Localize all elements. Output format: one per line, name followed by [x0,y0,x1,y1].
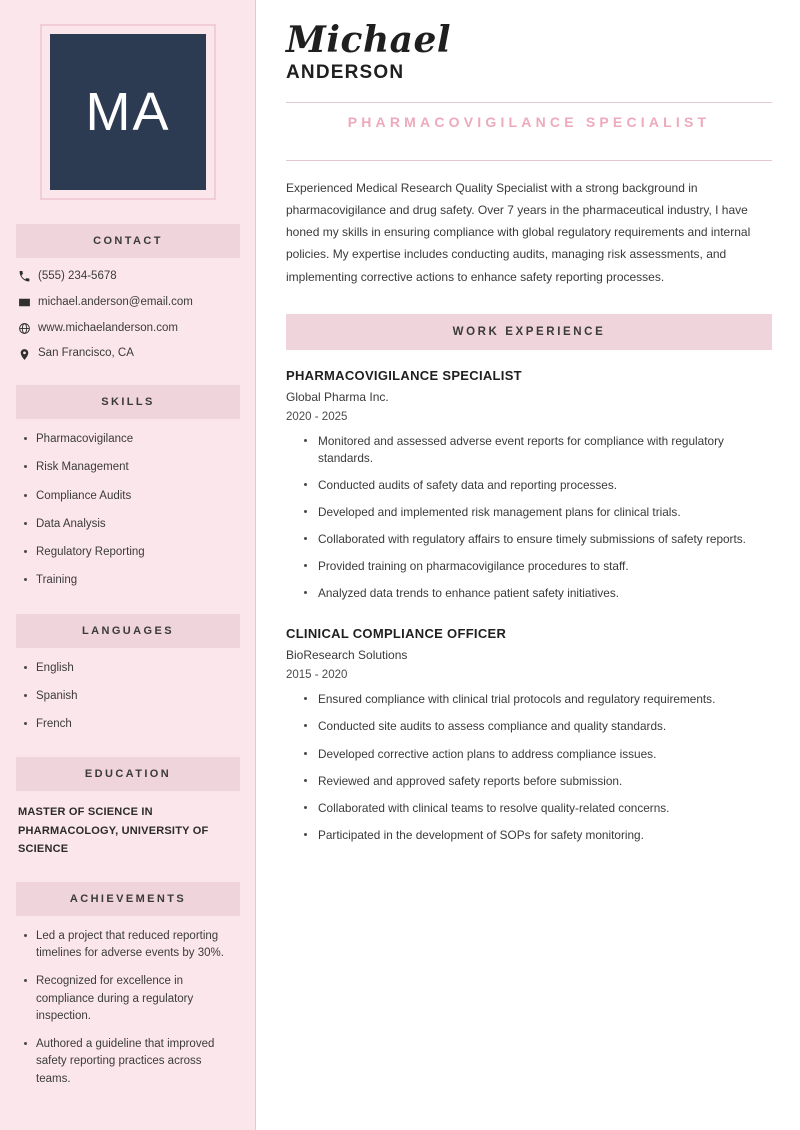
job-duties [286,433,772,603]
monogram-initials: MA [50,34,206,190]
job-dates: 2020 - 2025 [286,410,348,423]
job-title: PHARMACOVIGILANCE SPECIALIST [286,367,522,383]
envelope-icon [18,296,38,309]
education-heading: EDUCATION [16,757,240,791]
professional-summary: Experienced Medical Research Quality Specialist with a strong background in pharmacovigilance and drug safety. Over 7 years in the pharmaceutical industry, I have honed my skills in ensuring compliance with global regulatory requirements and internal policies. My expertise includes conducting audits, managing risk assessments, and implementing corrective actions to enhance safety reporting processes. [286,180,751,284]
contact-heading: CONTACT [16,224,240,258]
achievements-heading: ACHIEVEMENTS [16,882,240,916]
contact-item-website[interactable] [18,322,240,336]
contact-value: (555) 234-5678 [38,270,117,282]
last-name: ANDERSON [286,61,405,83]
achievements-list [16,928,240,1088]
list-item: Analyzed data trends to enhance patient safety initiatives. [304,585,772,602]
list-item: Authored a guideline that improved safety reporting practices across teams. [22,1036,238,1088]
job-title: CLINICAL COMPLIANCE OFFICER [286,626,507,642]
main-content [256,0,800,1130]
list-item: Monitored and assessed adverse event reports for compliance with regulatory standards. [304,433,772,467]
list-item: Collaborated with regulatory affairs to ensure timely submissions of safety reports. [304,531,772,548]
list-item: Ensured compliance with clinical trial protocols and regulatory requirements. [304,691,772,708]
contact-value: michael.anderson@email.com [38,295,193,308]
list-item: Conducted audits of safety data and reporting processes. [304,477,772,494]
job-company: Global Pharma Inc. [286,389,389,404]
contact-item-location[interactable] [18,347,240,361]
list-item: French [22,716,238,733]
contact-value: www.michaelanderson.com [38,321,178,334]
job-duties [286,691,772,844]
list-item: Training [22,572,238,589]
list-item: English [22,660,238,677]
globe-icon [18,322,38,335]
education-entry: MASTER OF SCIENCE IN PHARMACOLOGY, UNIVERSITY OF SCIENCE [18,806,209,855]
list-item: Developed and implemented risk management plans for clinical trials. [304,504,772,521]
list-item: Risk Management [22,459,238,476]
contact-item-email[interactable] [18,296,240,310]
contact-item-phone[interactable] [18,270,240,284]
contact-value: San Francisco, CA [38,347,134,360]
list-item: Developed corrective action plans to address compliance issues. [304,746,772,763]
first-name: Michael [286,19,452,61]
work-experience-heading: WORK EXPERIENCE [286,314,772,350]
job-company: BioResearch Solutions [286,648,408,663]
list-item: Data Analysis [22,516,238,533]
divider-bottom [286,160,772,161]
list-item: Collaborated with clinical teams to resolve quality-related concerns. [304,800,772,817]
languages-list [16,660,240,734]
languages-heading: LANGUAGES [16,614,240,648]
map-pin-icon [18,348,38,361]
list-item: Regulatory Reporting [22,544,238,561]
job-entry [286,368,772,603]
list-item: Recognized for excellence in compliance during a regulatory inspection. [22,973,238,1025]
job-dates: 2015 - 2020 [286,669,348,682]
list-item: Conducted site audits to assess compliance and quality standards. [304,718,772,735]
list-item: Led a project that reduced reporting timelines for adverse events by 30%. [22,928,238,963]
monogram-frame [40,24,216,200]
list-item: Reviewed and approved safety reports before submission. [304,773,772,790]
list-item: Spanish [22,688,238,705]
job-entry [286,626,772,844]
sidebar [0,0,256,1130]
phone-icon [18,270,38,283]
list-item: Participated in the development of SOPs for safety monitoring. [304,827,772,844]
page-title: PHARMACOVIGILANCE SPECIALIST [347,113,711,130]
contact-list [16,270,240,361]
list-item: Compliance Audits [22,488,238,505]
section-spacer [286,612,772,626]
skills-list [16,431,240,590]
list-item: Provided training on pharmacovigilance procedures to staff. [304,558,772,575]
list-item: Pharmacovigilance [22,431,238,448]
skills-heading: SKILLS [16,385,240,419]
